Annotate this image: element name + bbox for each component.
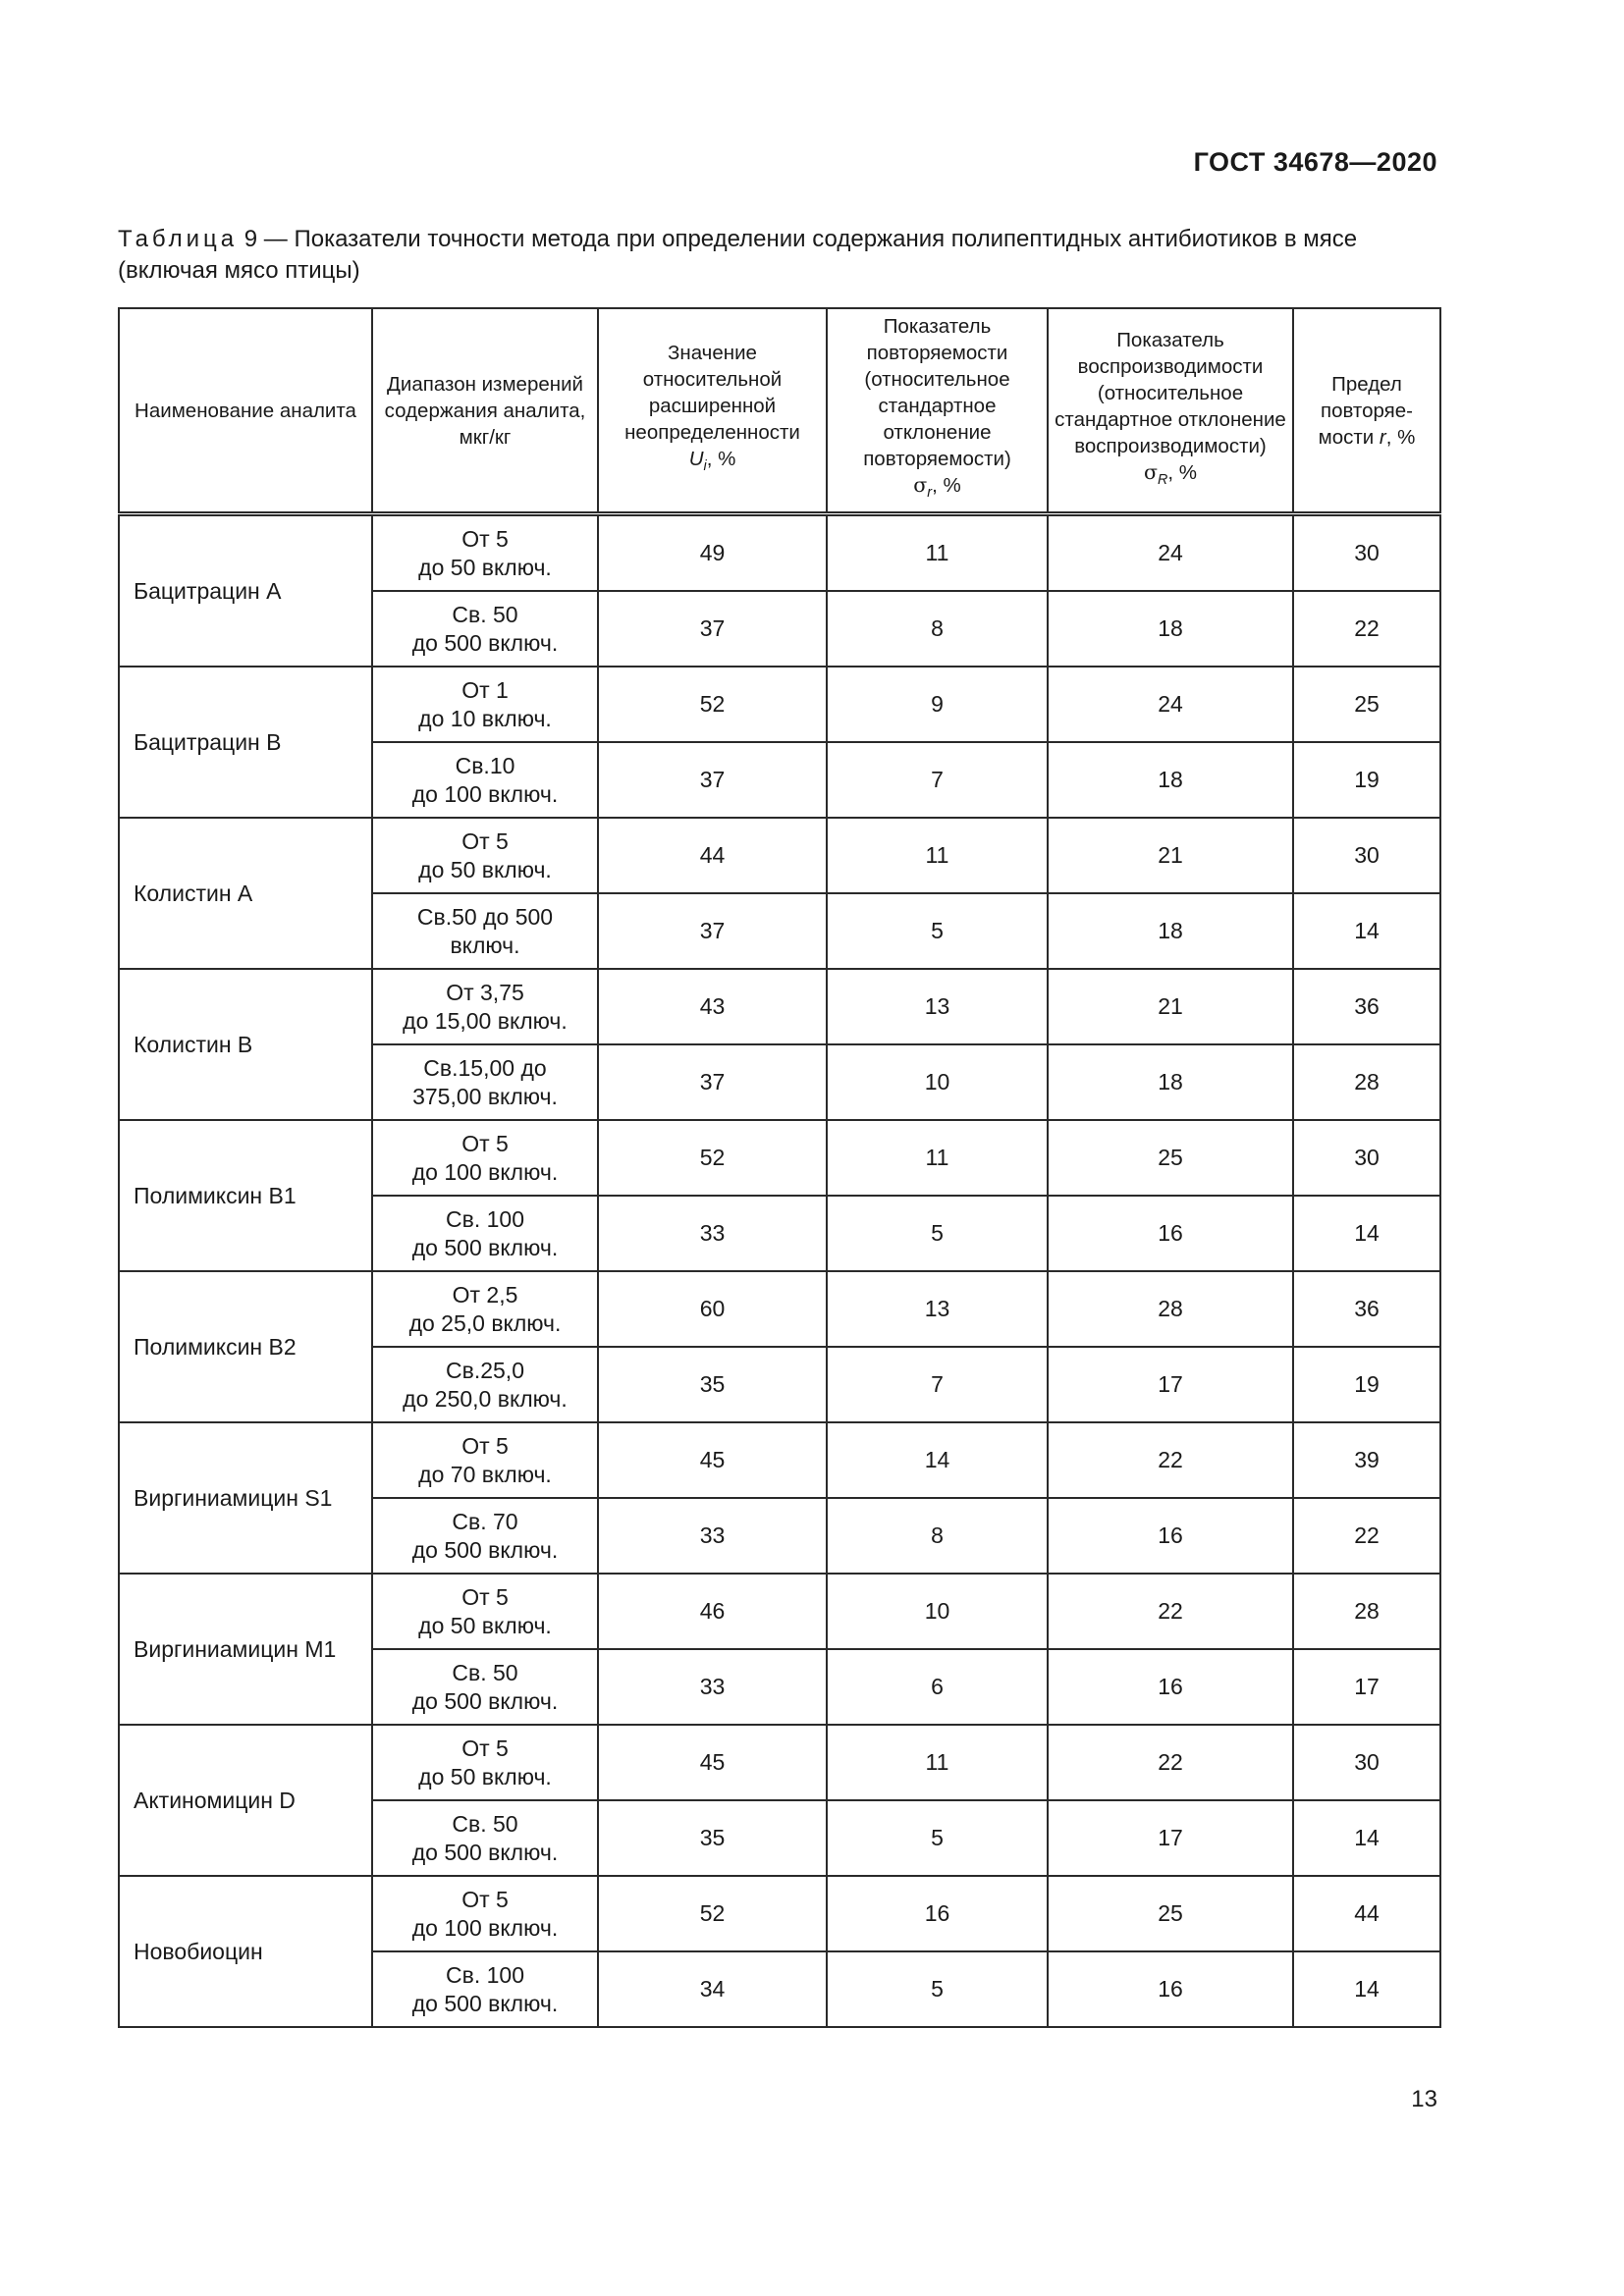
range-line-1: Св. 50	[452, 1810, 518, 1837]
limit-value: 14	[1293, 1951, 1440, 2027]
limit-value: 14	[1293, 1800, 1440, 1876]
uncertainty-value: 49	[598, 514, 827, 592]
repeatability-subscript: r	[927, 485, 933, 502]
range-cell	[372, 742, 598, 818]
col-header-range: Диапазон измерений содержания аналита, мкг/кг	[372, 308, 598, 514]
limit-value: 28	[1293, 1574, 1440, 1649]
limit-value: 36	[1293, 969, 1440, 1044]
uncertainty-value: 46	[598, 1574, 827, 1649]
range-line-2: до 10 включ.	[418, 705, 552, 731]
analyte-name: Полимиксин В1	[119, 1120, 372, 1271]
range-line-2: до 70 включ.	[418, 1461, 552, 1487]
col-header-limit	[1293, 308, 1440, 514]
range-line-2: до 100 включ.	[411, 1914, 559, 1941]
uncertainty-value: 33	[598, 1498, 827, 1574]
reproducibility-value: 24	[1048, 667, 1293, 742]
range-line-1: Св.15,00 до	[423, 1054, 547, 1081]
range-line-2: до 100 включ.	[411, 1158, 559, 1185]
repeatability-value: 11	[827, 818, 1048, 893]
uncertainty-value: 37	[598, 1044, 827, 1120]
uncertainty-value: 52	[598, 667, 827, 742]
limit-value: 25	[1293, 667, 1440, 742]
table-row	[119, 1574, 1440, 1649]
reproducibility-value: 17	[1048, 1347, 1293, 1422]
range-cell	[372, 818, 598, 893]
range-line-1: Св. 100	[446, 1961, 524, 1988]
col-header-reproducibility	[1048, 308, 1293, 514]
range-cell	[372, 1649, 598, 1725]
analyte-name: Полимиксин В2	[119, 1271, 372, 1422]
limit-text: Предел повторяе- мости	[1318, 372, 1413, 449]
analyte-name: Бацитрацин В	[119, 667, 372, 818]
range-line-1: От 5	[461, 1735, 509, 1761]
uncertainty-value: 37	[598, 742, 827, 818]
range-line-2: до 500 включ.	[411, 1687, 559, 1714]
range-line-2: до 25,0 включ.	[408, 1309, 562, 1336]
standard-code: ГОСТ 34678—2020	[1193, 147, 1437, 177]
limit-value: 39	[1293, 1422, 1440, 1498]
repeatability-value: 13	[827, 969, 1048, 1044]
range-cell	[372, 1876, 598, 1951]
uncertainty-value: 44	[598, 818, 827, 893]
uncertainty-value: 45	[598, 1725, 827, 1800]
repeatability-unit: , %	[932, 474, 961, 498]
analyte-name: Бацитрацин А	[119, 514, 372, 667]
page-number: 13	[1411, 2086, 1437, 2112]
repeatability-value: 16	[827, 1876, 1048, 1951]
limit-value: 22	[1293, 591, 1440, 667]
range-line-1: От 5	[461, 1130, 509, 1156]
uncertainty-value: 45	[598, 1422, 827, 1498]
analyte-name: Актиномицин D	[119, 1725, 372, 1876]
repeatability-value: 6	[827, 1649, 1048, 1725]
limit-value: 30	[1293, 818, 1440, 893]
range-cell	[372, 1347, 598, 1422]
range-cell	[372, 1725, 598, 1800]
limit-value: 28	[1293, 1044, 1440, 1120]
range-line-2: до 50 включ.	[418, 1763, 552, 1789]
range-line-2: до 50 включ.	[418, 1612, 552, 1638]
repeatability-text: Показатель повторяемости (относительное стандартное отклонение повторяемости)	[863, 315, 1011, 471]
reproducibility-value: 24	[1048, 514, 1293, 592]
range-line-2: до 500 включ.	[411, 1990, 559, 2016]
range-line-2: включ.	[450, 932, 520, 958]
repeatability-value: 8	[827, 591, 1048, 667]
repeatability-value: 11	[827, 514, 1048, 592]
range-line-1: Св. 50	[452, 601, 518, 627]
reproducibility-value: 16	[1048, 1649, 1293, 1725]
range-line-2: до 50 включ.	[418, 554, 552, 580]
table-row	[119, 1271, 1440, 1347]
range-cell	[372, 1196, 598, 1271]
limit-value: 22	[1293, 1498, 1440, 1574]
range-cell	[372, 1800, 598, 1876]
range-line-2: до 100 включ.	[411, 780, 559, 807]
table-row	[119, 1120, 1440, 1196]
range-line-1: От 1	[461, 676, 509, 703]
range-cell	[372, 1422, 598, 1498]
repeatability-value: 5	[827, 893, 1048, 969]
range-line-2: до 500 включ.	[411, 629, 559, 656]
uncertainty-value: 33	[598, 1649, 827, 1725]
reproducibility-value: 18	[1048, 591, 1293, 667]
reproducibility-value: 16	[1048, 1498, 1293, 1574]
range-line-1: От 5	[461, 1583, 509, 1610]
analyte-name: Новобиоцин	[119, 1876, 372, 2027]
reproducibility-value: 16	[1048, 1951, 1293, 2027]
uncertainty-value: 52	[598, 1876, 827, 1951]
range-line-1: Св.10	[455, 752, 515, 778]
repeatability-value: 9	[827, 667, 1048, 742]
range-line-2: 375,00 включ.	[412, 1083, 558, 1109]
limit-value: 14	[1293, 1196, 1440, 1271]
col-header-analyte: Наименование аналита	[119, 308, 372, 514]
repeatability-value: 14	[827, 1422, 1048, 1498]
range-line-2: до 15,00 включ.	[403, 1007, 568, 1034]
range-cell	[372, 893, 598, 969]
repeatability-value: 5	[827, 1800, 1048, 1876]
repeatability-value: 11	[827, 1120, 1048, 1196]
repeatability-value: 13	[827, 1271, 1048, 1347]
reproducibility-value: 16	[1048, 1196, 1293, 1271]
limit-value: 14	[1293, 893, 1440, 969]
uncertainty-value: 35	[598, 1347, 827, 1422]
range-cell	[372, 969, 598, 1044]
range-cell	[372, 1574, 598, 1649]
range-cell	[372, 1951, 598, 2027]
limit-value: 30	[1293, 1725, 1440, 1800]
limit-value: 44	[1293, 1876, 1440, 1951]
table-row	[119, 818, 1440, 893]
reproducibility-symbol: σ	[1144, 459, 1158, 484]
analyte-name: Виргиниамицин S1	[119, 1422, 372, 1574]
reproducibility-value: 28	[1048, 1271, 1293, 1347]
repeatability-value: 5	[827, 1951, 1048, 2027]
reproducibility-value: 22	[1048, 1422, 1293, 1498]
table-row	[119, 1876, 1440, 1951]
range-line-1: От 5	[461, 1886, 509, 1912]
range-cell	[372, 514, 598, 592]
limit-value: 30	[1293, 1120, 1440, 1196]
col-header-repeatability	[827, 308, 1048, 514]
range-line-1: От 5	[461, 525, 509, 552]
range-line-1: От 2,5	[452, 1281, 518, 1308]
reproducibility-value: 25	[1048, 1120, 1293, 1196]
uncertainty-unit: , %	[706, 448, 736, 471]
reproducibility-subscript: R	[1158, 472, 1168, 489]
repeatability-value: 10	[827, 1044, 1048, 1120]
range-line-1: Св. 70	[452, 1508, 518, 1534]
table-row	[119, 667, 1440, 742]
range-line-1: От 5	[461, 1432, 509, 1459]
range-cell	[372, 1498, 598, 1574]
range-line-2: до 250,0 включ.	[403, 1385, 568, 1412]
reproducibility-value: 25	[1048, 1876, 1293, 1951]
reproducibility-value: 17	[1048, 1800, 1293, 1876]
reproducibility-value: 18	[1048, 893, 1293, 969]
table-caption	[118, 224, 1438, 287]
range-line-1: От 3,75	[446, 979, 524, 1005]
range-line-1: Св.25,0	[446, 1357, 524, 1383]
uncertainty-value: 35	[598, 1800, 827, 1876]
range-cell	[372, 667, 598, 742]
reproducibility-value: 18	[1048, 1044, 1293, 1120]
limit-value: 30	[1293, 514, 1440, 592]
reproducibility-text: Показатель воспроизводимости (относительное стандартное отклонение воспроизводимости)	[1055, 328, 1286, 457]
range-line-1: Св. 100	[446, 1205, 524, 1232]
col-header-uncertainty	[598, 308, 827, 514]
uncertainty-value: 37	[598, 591, 827, 667]
analyte-name: Колистин А	[119, 818, 372, 969]
range-line-2: до 500 включ.	[411, 1536, 559, 1563]
uncertainty-value: 33	[598, 1196, 827, 1271]
range-line-2: до 500 включ.	[411, 1839, 559, 1865]
reproducibility-value: 22	[1048, 1574, 1293, 1649]
caption-prefix: Таблица	[118, 226, 239, 252]
range-line-1: От 5	[461, 828, 509, 854]
limit-value: 19	[1293, 1347, 1440, 1422]
analyte-name: Виргиниамицин М1	[119, 1574, 372, 1725]
repeatability-value: 8	[827, 1498, 1048, 1574]
uncertainty-value: 43	[598, 969, 827, 1044]
repeatability-value: 7	[827, 742, 1048, 818]
range-cell	[372, 1044, 598, 1120]
uncertainty-value: 34	[598, 1951, 827, 2027]
range-line-1: Св.50 до 500	[416, 903, 554, 930]
caption-number: 9	[244, 226, 258, 252]
table-row	[119, 514, 1440, 592]
table-row	[119, 969, 1440, 1044]
reproducibility-unit: , %	[1167, 460, 1197, 484]
repeatability-value: 7	[827, 1347, 1048, 1422]
precision-table	[118, 307, 1441, 2028]
limit-symbol: r	[1379, 425, 1386, 449]
range-cell	[372, 1120, 598, 1196]
analyte-name: Колистин В	[119, 969, 372, 1120]
range-line-2: до 50 включ.	[418, 856, 552, 882]
range-line-1: Св. 50	[452, 1659, 518, 1685]
table-header-row	[119, 308, 1440, 514]
repeatability-value: 11	[827, 1725, 1048, 1800]
repeatability-value: 10	[827, 1574, 1048, 1649]
uncertainty-subscript: i	[703, 458, 707, 475]
table-row	[119, 1422, 1440, 1498]
caption-text: — Показатели точности метода при определении содержания полипептидных антибиотиков в мясе (включая мясо птицы)	[118, 226, 1358, 284]
limit-unit: , %	[1385, 425, 1416, 449]
range-cell	[372, 1271, 598, 1347]
limit-value: 36	[1293, 1271, 1440, 1347]
uncertainty-value: 60	[598, 1271, 827, 1347]
range-line-2: до 500 включ.	[411, 1234, 559, 1260]
uncertainty-value: 37	[598, 893, 827, 969]
uncertainty-symbol: U	[688, 448, 704, 471]
uncertainty-value: 52	[598, 1120, 827, 1196]
repeatability-value: 5	[827, 1196, 1048, 1271]
table-row	[119, 1725, 1440, 1800]
limit-value: 19	[1293, 742, 1440, 818]
reproducibility-value: 21	[1048, 818, 1293, 893]
repeatability-symbol: σ	[913, 473, 928, 498]
reproducibility-value: 22	[1048, 1725, 1293, 1800]
table-body	[119, 514, 1440, 2028]
limit-value: 17	[1293, 1649, 1440, 1725]
uncertainty-text: Значение относительной расширенной неопределенности	[624, 342, 800, 445]
range-cell	[372, 591, 598, 667]
reproducibility-value: 21	[1048, 969, 1293, 1044]
reproducibility-value: 18	[1048, 742, 1293, 818]
